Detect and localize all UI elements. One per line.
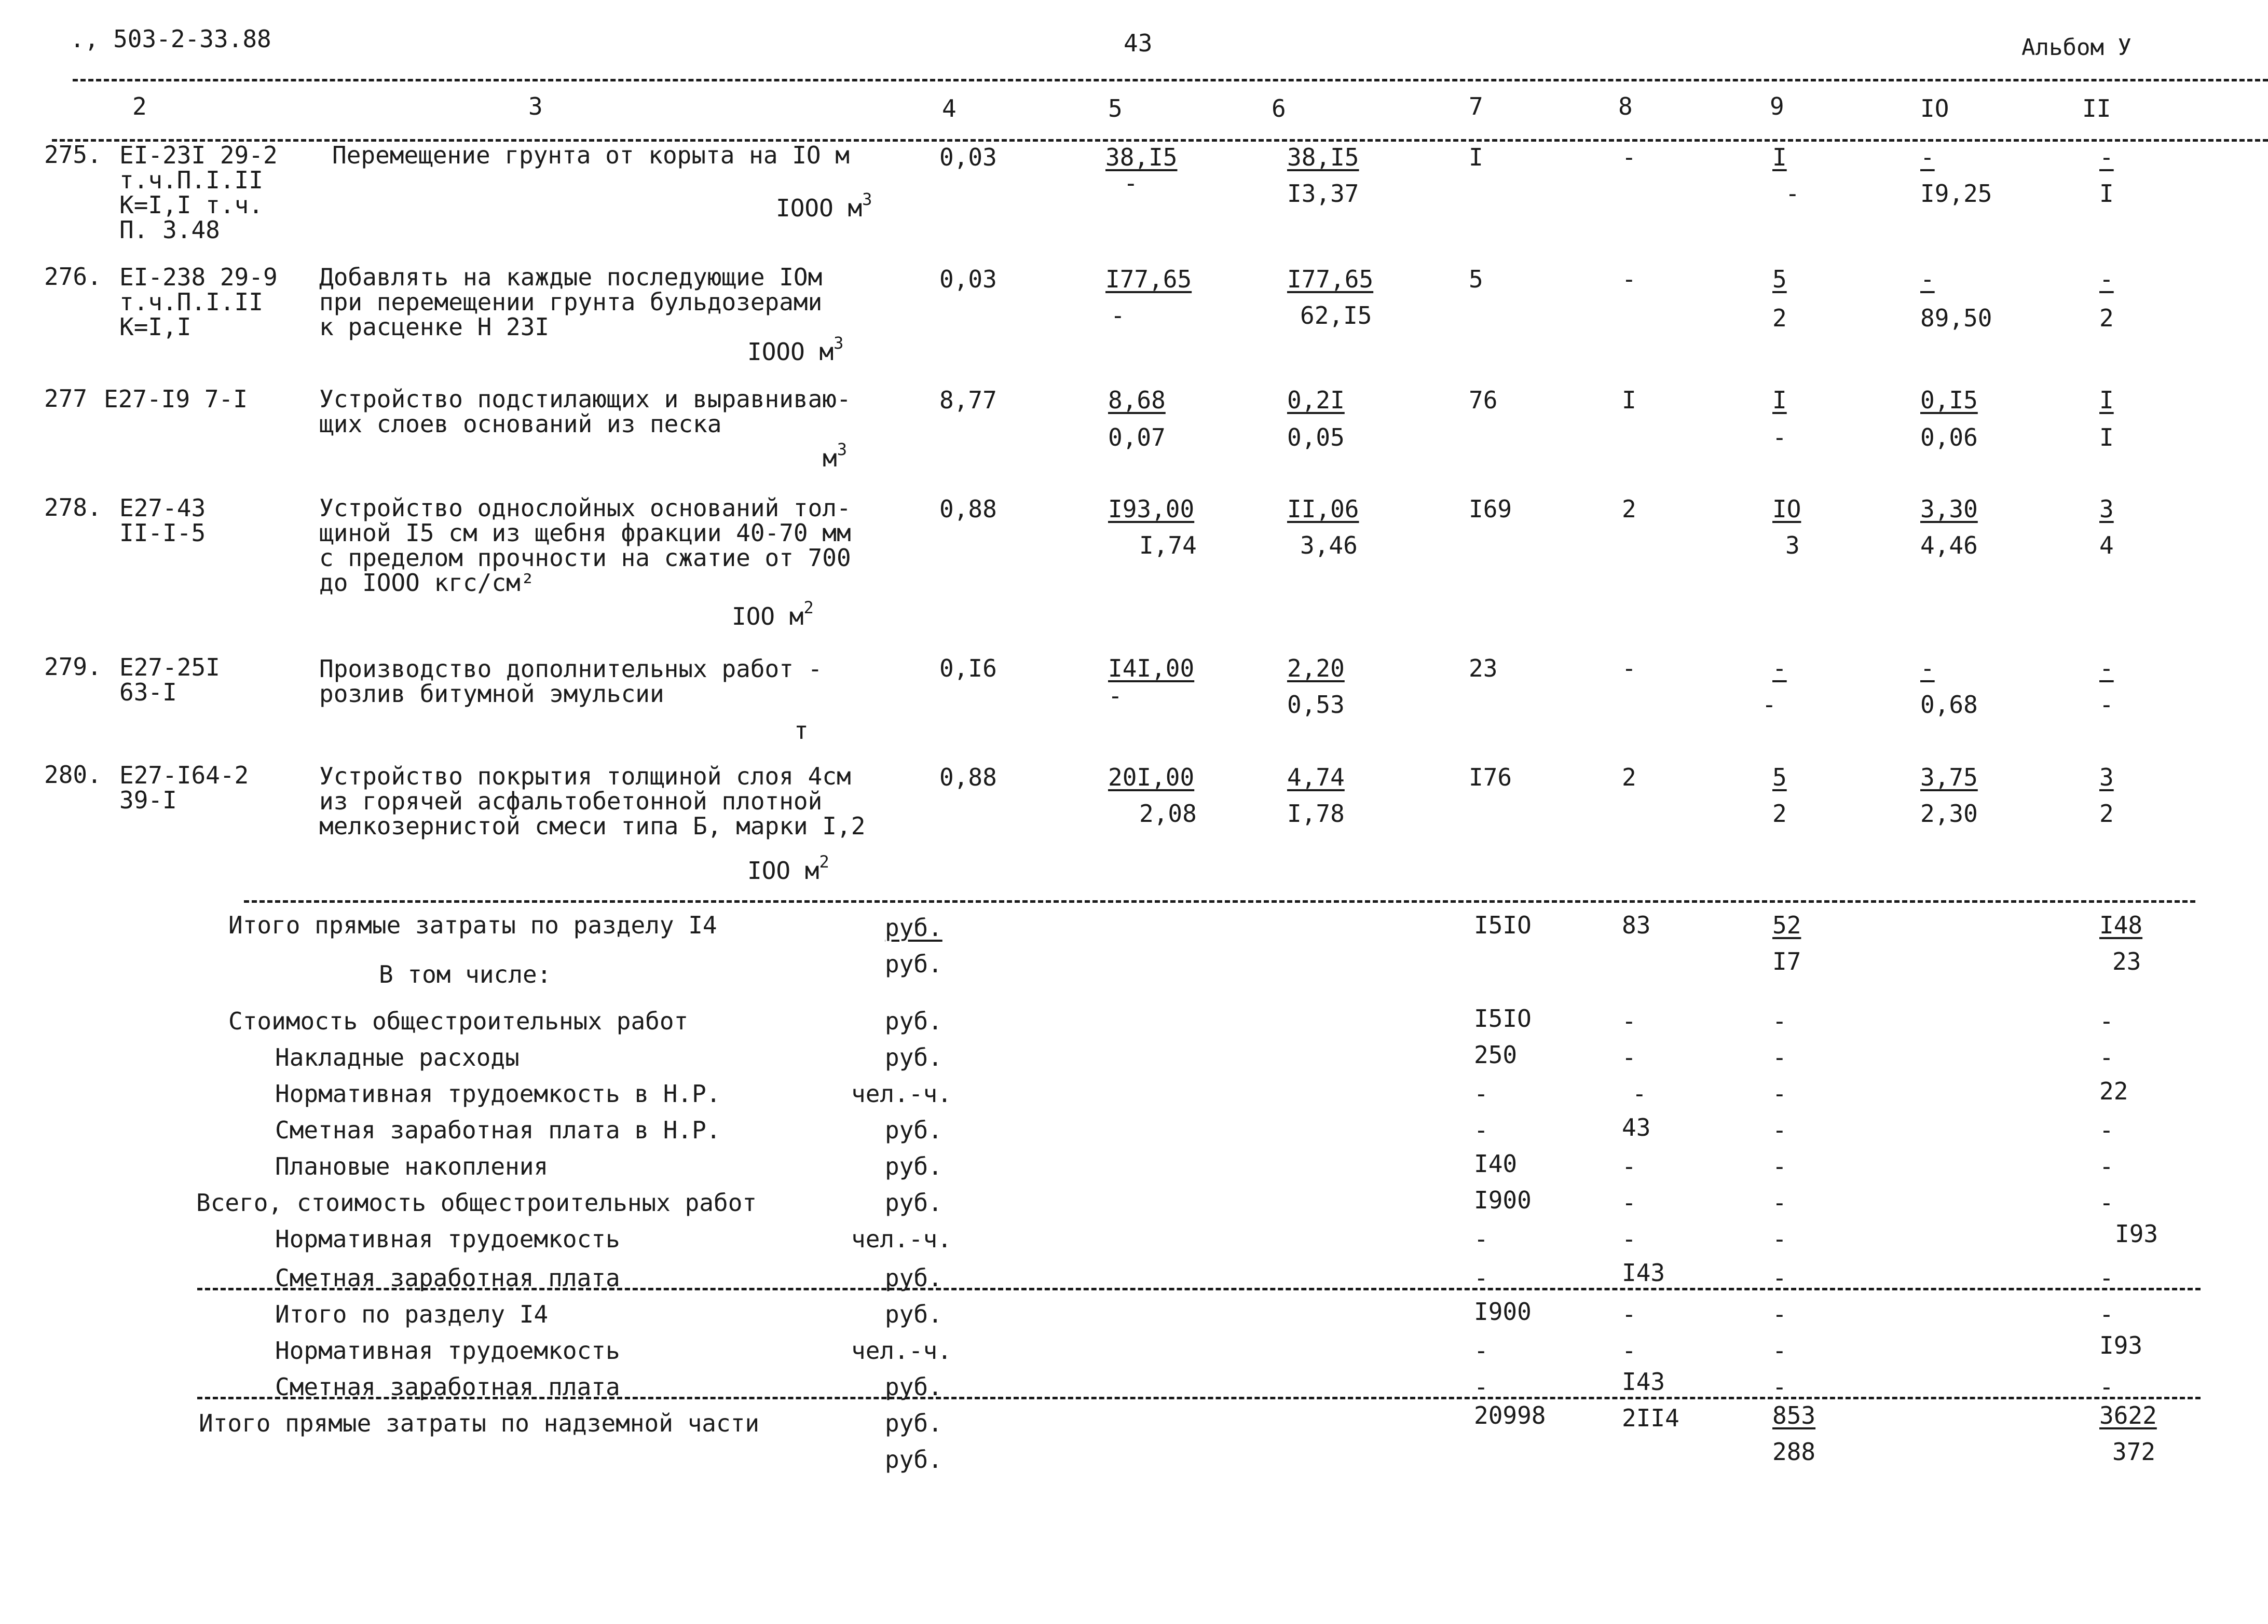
unit-label: руб. [885,1264,942,1292]
value-bottom: 2 [2099,304,2114,332]
value-bottom: - [2099,691,2114,719]
value: I93 [2099,1331,2143,1359]
unit-label: руб. [885,1446,942,1474]
row-number: 278. [44,493,102,521]
value: 83 [1622,911,1651,939]
value-top: 3 [2099,495,2114,523]
column-number: 2 [132,92,147,120]
row-number: 280. [44,761,102,789]
unit-of-measure: т [794,717,809,745]
quantity: 8,77 [939,386,997,414]
value: - [2099,1043,2114,1071]
value-bottom: 2 [1772,304,1787,332]
value-bottom: 2 [2099,800,2114,828]
unit-label: руб. [885,1152,942,1180]
value: 2 [1622,495,1636,523]
quantity: 0,88 [939,763,997,791]
quantity: 0,88 [939,495,997,523]
section-rule [197,1288,2201,1290]
value: 20998 [1474,1401,1546,1429]
value: I76 [1469,763,1512,791]
unit-of-measure: IOOO $м^3$ [776,189,872,222]
value-top: - [1920,143,1935,171]
unit-label: руб. [885,914,942,942]
value-top: I [1772,143,1787,171]
summary-label: Плановые накопления [275,1152,549,1180]
value-top: 3 [2099,763,2114,791]
section-total-label: Итого прямые затраты по разделу I4 [228,911,717,939]
section-rule [244,900,2195,903]
row-number: 275. [44,141,102,169]
value-bottom: 0,07 [1108,423,1166,451]
value: - [1474,1264,1488,1292]
value-top: IO [1772,495,1801,523]
value-bottom: 0,06 [1920,423,1978,451]
summary-label: Нормативная трудоемкость в Н.Р. [275,1080,721,1108]
unit-label: руб. [885,1043,942,1071]
section-rule [197,1397,2201,1399]
value-top: - [1772,654,1787,682]
unit-label: руб. [885,1116,942,1144]
quantity: 0,03 [939,265,997,293]
value: I40 [1474,1150,1518,1178]
value: 2II4 [1622,1404,1679,1432]
value-top: 0,I5 [1920,386,1978,414]
value-top: - [2099,143,2114,171]
value: - [2099,1264,2114,1292]
album-label: Альбом У [2021,34,2132,61]
value: 22 [2099,1077,2128,1105]
value-bottom: - [1108,682,1123,710]
work-description: Производство дополнительных работ - розлив битумной эмульсии [319,655,823,708]
summary-label: Итого по разделу I4 [275,1300,549,1328]
value-top: 3,30 [1920,495,1978,523]
value-bottom: - [1762,691,1777,719]
value: - [2099,1373,2114,1401]
value-bottom: 3 [1785,531,1800,559]
value: 23 [1469,654,1498,682]
value: - [1772,1043,1787,1071]
column-number: IO [1920,94,1949,122]
work-description: Устройство подстилающих и выравниваю- щих слоев оснований из песка [319,385,851,438]
value: I900 [1474,1186,1532,1214]
value: - [1474,1080,1488,1108]
summary-label: Нормативная трудоемкость [275,1337,620,1365]
value-top: - [2099,654,2114,682]
work-description: Добавлять на каждые последующие IOм при перемещении грунта бульдозерами к расценке Н 23I [319,263,823,341]
value-top: 3622 [2099,1401,2157,1429]
unit-of-measure: IOOO $м^3$ [747,333,844,366]
value: - [1622,265,1636,293]
value-bottom: I [2099,423,2114,451]
summary-label: Сметная заработная плата [275,1373,620,1401]
value-bottom: 0,68 [1920,691,1978,719]
value-bottom: 288 [1772,1438,1816,1466]
value: - [2099,1007,2114,1035]
value: 2 [1622,763,1636,791]
unit-label: руб. [885,1189,942,1217]
unit-of-measure: IOO $м^2$ [732,598,814,630]
value: 76 [1469,386,1498,414]
value-top: 38,I5 [1105,143,1178,171]
value-top: I4I,00 [1108,654,1195,682]
value: I5IO [1474,911,1532,939]
value: I69 [1469,495,1512,523]
unit-label: руб. [885,950,942,978]
unit-label: чел.-ч. [851,1225,952,1253]
rate-code: EI-23I 29-2 т.ч.П.I.II K=I,I т.ч. П. 3.48 [119,141,278,244]
column-number: 3 [528,92,543,120]
value: I43 [1622,1368,1665,1396]
value: - [1772,1116,1787,1144]
value: I [1622,386,1636,414]
value: 5 [1469,265,1483,293]
value: - [1474,1116,1488,1144]
summary-label: Сметная заработная плата [275,1264,620,1292]
above-ground-total-label: Итого прямые затраты по надземной части [199,1409,760,1437]
value: - [1772,1080,1787,1108]
value: I900 [1474,1298,1532,1326]
value: - [2099,1152,2114,1180]
value-top: 52 [1772,911,1801,939]
unit-label: чел.-ч. [851,1080,952,1108]
value: - [1622,143,1636,171]
column-number: 7 [1469,92,1483,120]
quantity: 0,I6 [939,654,997,682]
value-top: I [1772,386,1787,414]
value: I5IO [1474,1004,1532,1033]
header-rule [73,79,2268,81]
value: I [1469,143,1483,171]
page-number: 43 [1124,29,1153,57]
value: - [1772,1337,1787,1365]
value-top: 5 [1772,265,1787,293]
value-bottom: I7 [1772,947,1801,975]
value: - [1474,1373,1488,1401]
value: - [1772,1373,1787,1401]
unit-label: руб. [885,1373,942,1401]
value-bottom: 0,05 [1287,423,1345,451]
value-bottom: 89,50 [1920,304,1992,332]
value: - [1622,1300,1636,1328]
value-bottom: I,74 [1139,531,1197,559]
value: 43 [1622,1113,1651,1141]
value-top: 2,20 [1287,654,1345,682]
summary-label: Сметная заработная плата в Н.Р. [275,1116,721,1144]
quantity: 0,03 [939,143,997,171]
value-bottom: - [1111,301,1125,329]
value: - [1772,1225,1787,1253]
column-number: 5 [1108,94,1123,122]
value-bottom: 372 [2112,1438,2156,1466]
value: - [1622,1007,1636,1035]
value-top: II,06 [1287,495,1359,523]
unit-label: руб. [885,1007,942,1035]
unit-label: руб. [885,1409,942,1437]
unit-label: руб. [885,1300,942,1328]
value-top: I77,65 [1105,265,1192,293]
value: - [2099,1300,2114,1328]
work-description: Устройство покрытия толщиной слоя 4см из горячей асфальтобетонной плотной мелкозернистой смеси типа Б, марки I,2 [319,762,866,840]
value: - [1772,1264,1787,1292]
row-number: 277 [44,384,88,412]
value-bottom: I,78 [1287,800,1345,828]
summary-label: Стоимость общестроительных работ [228,1007,689,1035]
value: - [1622,654,1636,682]
value-top: 4,74 [1287,763,1345,791]
value-bottom: - [1785,180,1800,208]
value-bottom: I [2099,180,2114,208]
value: - [1622,1225,1636,1253]
rate-code: E27-25I 63-I [119,653,220,706]
value-top: 38,I5 [1287,143,1359,171]
value: - [1772,1152,1787,1180]
work-description: Устройство однослойных оснований тол- щиной I5 см из щебня фракции 40-70 мм с пределом прочности на сжатие от 700 до IOOO кгс/см² [319,494,851,597]
value-bottom: 3,46 [1300,531,1358,559]
value: - [1632,1080,1647,1108]
value: - [1622,1043,1636,1071]
value-top: 3,75 [1920,763,1978,791]
rate-code: E27-I9 7-I [104,385,248,413]
rate-code: EI-238 29-9 т.ч.П.I.II K=I,I [119,263,278,341]
value-top: - [1920,265,1935,293]
column-number: 9 [1770,92,1784,120]
value-top: I77,65 [1287,265,1374,293]
value-top: I [2099,386,2114,414]
value: - [1772,1189,1787,1217]
column-number: 4 [942,94,957,122]
summary-label: Накладные расходы [275,1043,520,1071]
rate-code: E27-I64-2 39-I [119,761,249,814]
value: - [1622,1152,1636,1180]
value-bottom: 23 [2112,947,2141,975]
unit-of-measure: IOO $м^2$ [747,852,829,885]
row-number: 276. [44,263,102,291]
value-bottom: I9,25 [1920,180,1992,208]
document-code: ., 503-2-33.88 [70,25,271,53]
value: I93 [2115,1220,2158,1248]
value: - [1474,1225,1488,1253]
value-bottom: 4 [2099,531,2114,559]
summary-label: Нормативная трудоемкость [275,1225,620,1253]
value-bottom: 62,I5 [1300,301,1372,329]
value: - [2099,1189,2114,1217]
unit-label: чел.-ч. [851,1337,952,1365]
value-top: 5 [1772,763,1787,791]
column-number: 8 [1618,92,1633,120]
value-bottom: - [1124,169,1138,197]
column-number: 6 [1272,94,1286,122]
row-number: 279. [44,653,102,681]
rate-code: E27-43 II-I-5 [119,494,206,547]
value-top: I48 [2099,911,2143,939]
value-top: - [2099,265,2114,293]
value-top: 20I,00 [1108,763,1195,791]
value-bottom: 2,30 [1920,800,1978,828]
column-number: II [2082,94,2111,122]
value: 250 [1474,1041,1518,1069]
including-label: В том числе: [379,960,552,988]
value: - [1474,1337,1488,1365]
value-bottom: 4,46 [1920,531,1978,559]
value-top: I93,00 [1108,495,1195,523]
value-bottom: - [1772,423,1787,451]
value-bottom: 2,08 [1139,800,1197,828]
unit-of-measure: $м^3$ [823,439,847,472]
value-top: 853 [1772,1401,1816,1429]
value: I43 [1622,1259,1665,1287]
value-bottom: 2 [1772,800,1787,828]
value: - [1622,1337,1636,1365]
work-description: Перемещение грунта от корыта на IO м [332,141,850,169]
value-bottom: I3,37 [1287,180,1359,208]
value: - [1622,1189,1636,1217]
value-top: 0,2I [1287,386,1345,414]
summary-label: Всего, стоимость общестроительных работ [196,1189,757,1217]
value: - [1772,1007,1787,1035]
value-top: - [1920,654,1935,682]
value: - [1772,1300,1787,1328]
value-top: 8,68 [1108,386,1166,414]
value: - [2099,1116,2114,1144]
value-bottom: 0,53 [1287,691,1345,719]
